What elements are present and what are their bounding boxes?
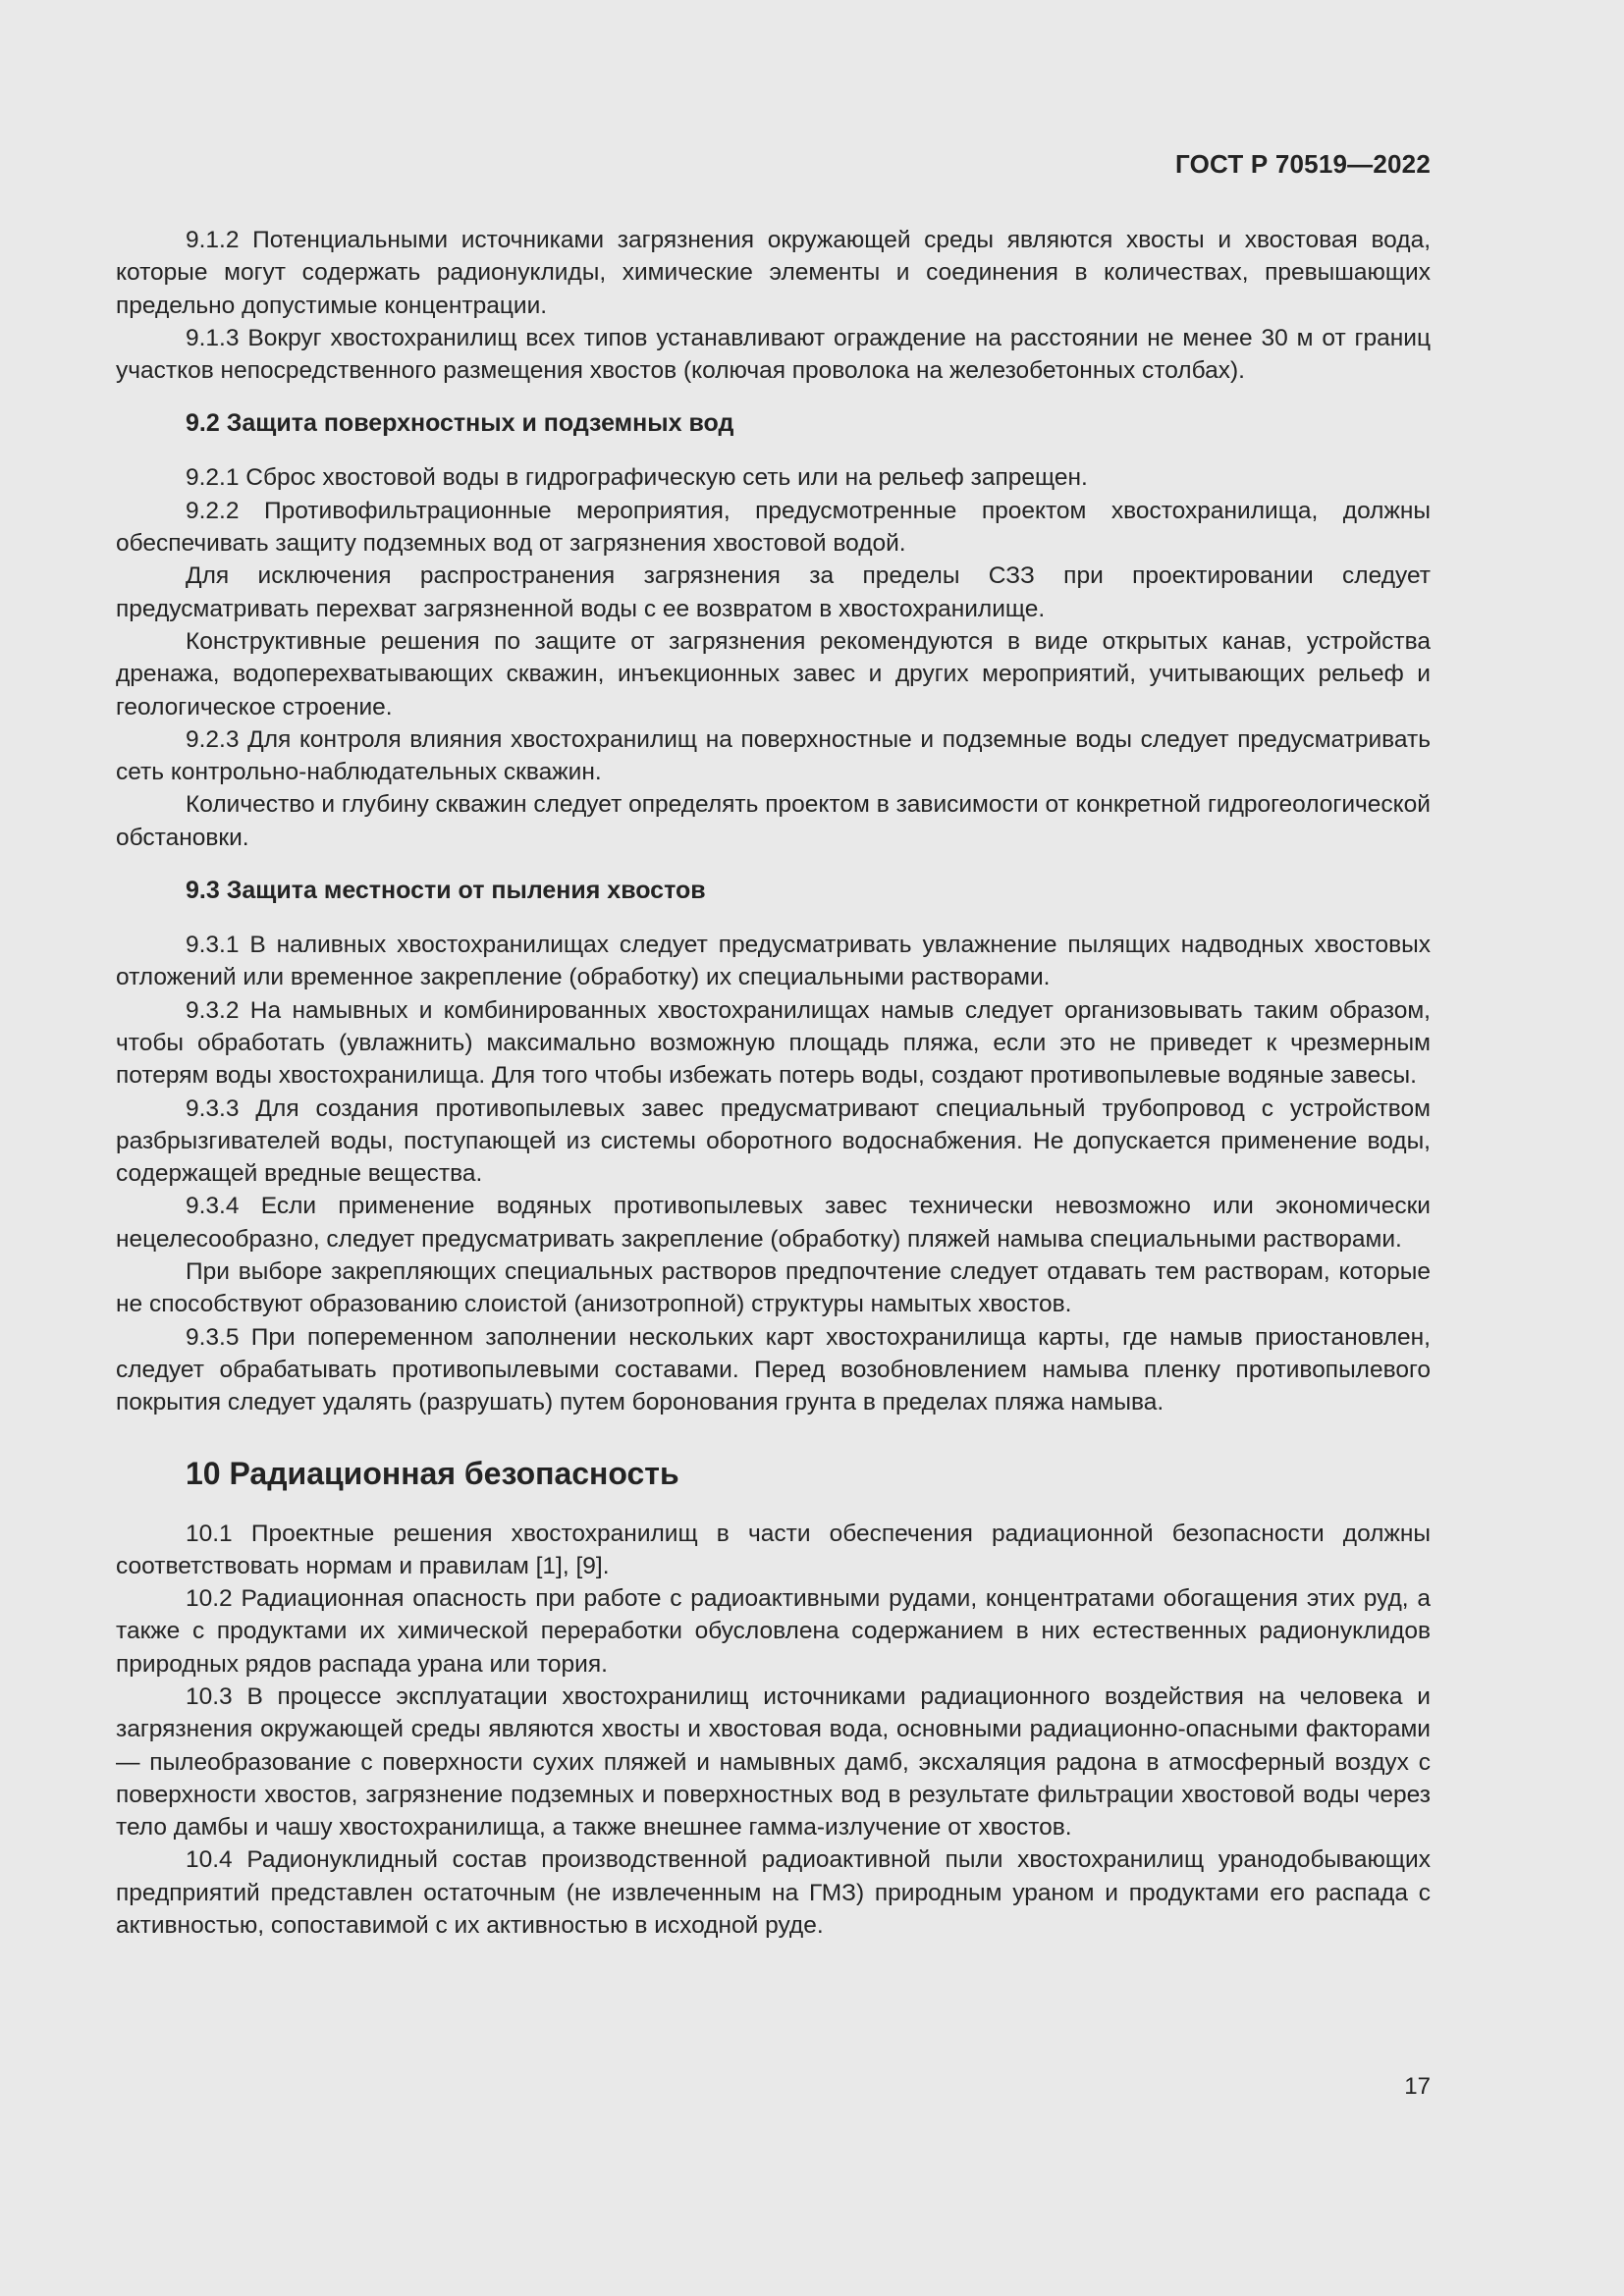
section-10-title: 10 Радиационная безопасность (186, 1455, 679, 1491)
page-number: 17 (1404, 2073, 1431, 2100)
paragraph-10-4: 10.4 Радионуклидный состав производственной радиоактивной пыли хвостохранилищ уранодобывающих предприятий представлен остаточным (не извлеченным на ГМЗ) природным ураном и продуктами его распада с активностью, сопоставимой с их активностью в исходной руде. (116, 1846, 1431, 1940)
paragraph-9-1-2: 9.1.2 Потенциальными источниками загрязнения окружающей среды являются хвосты и хвостовая вода, которые могут содержать радионуклиды, химические элементы и соединения в количествах, превышающих предельно допустимые концентрации. (116, 227, 1431, 319)
paragraph-10-1: 10.1 Проектные решения хвостохранилищ в части обеспечения радиационной безопасности должны соответствовать нормам и правилам [1], [9]. (116, 1520, 1431, 1579)
heading-9-3: 9.3 Защита местности от пыления хвостов (186, 877, 706, 905)
paragraph-9-2-2-c: Конструктивные решения по защите от загрязнения рекомендуются в виде открытых канав, устройства дренажа, водоперехватывающих скважин, инъекционных завес и других мероприятий, учитывающих рельеф и геологическое строение. (116, 627, 1431, 721)
paragraph-9-2-2-b: Для исключения распространения загрязнения за пределы СЗЗ при проектировании следует предусматривать перехват загрязненной воды с ее возвратом в хвостохранилище. (116, 562, 1431, 622)
document-code: ГОСТ Р 70519—2022 (1175, 149, 1431, 179)
paragraph-9-3-4-b: При выборе закрепляющих специальных растворов предпочтение следует отдавать тем растворам, которые не способствуют образованию слоистой (анизотропной) структуры намытых хвостов. (116, 1258, 1431, 1318)
paragraph-9-3-5: 9.3.5 При попеременном заполнении нескольких карт хвостохранилища карты, где намыв приостановлен, следует обрабатывать противопылевыми составами. Перед возобновлением намыва пленку противопылевого покрытия следует удалять (разрушать) путем боронования грунта в пределах пляжа намыва. (116, 1323, 1431, 1416)
heading-9-2: 9.2 Защита поверхностных и подземных вод (186, 409, 734, 438)
paragraph-9-3-1: 9.3.1 В наливных хвостохранилищах следует предусматривать увлажнение пылящих надводных хвостовых отложений или временное закрепление (обработку) их специальными растворами. (116, 932, 1431, 991)
page-content (116, 224, 1431, 1942)
paragraph-9-3-3: 9.3.3 Для создания противопылевых завес предусматривают специальный трубопровод с устройством разбрызгивателей воды, поступающей из системы оборотного водоснабжения. Не допускается применение воды, содержащей вредные вещества. (116, 1095, 1431, 1188)
paragraph-9-2-3-b: Количество и глубину скважин следует определять проектом в зависимости от конкретной гидрогеологической обстановки. (116, 791, 1431, 851)
paragraph-9-2-3: 9.2.3 Для контроля влияния хвостохранилищ на поверхностные и подземные воды следует предусматривать сеть контрольно-наблюдательных скважин. (116, 725, 1431, 786)
paragraph-10-2: 10.2 Радиационная опасность при работе с радиоактивными рудами, концентратами обогащения этих руд, а также с продуктами их химической переработки обусловлена содержанием в них естественных радионуклидов природных рядов распада урана или тория. (116, 1585, 1431, 1678)
paragraph-10-3: 10.3 В процессе эксплуатации хвостохранилищ источниками радиационного воздействия на человека и загрязнения окружающей среды являются хвосты и хвостовая вода, основными радиационно-опасными факторами — пылеобразование с поверхности сухих пляжей и намывных дамб, эксхаляция радона в атмосферный воздух с поверхности хвостов, загрязнение подземных и поверхностных вод в результате фильтрации хвостовой воды через тело дамбы и чашу хвостохранилища, а также внешнее гамма-излучение от хвостов. (116, 1682, 1431, 1842)
paragraph-9-2-1: 9.2.1 Сброс хвостовой воды в гидрографическую сеть или на рельеф запрещен. (186, 464, 1088, 492)
paragraph-9-2-2: 9.2.2 Противофильтрационные мероприятия, предусмотренные проектом хвостохранилища, должны обеспечивать защиту подземных вод от загрязнения хвостовой водой. (116, 497, 1431, 558)
paragraph-9-3-4: 9.3.4 Если применение водяных противопылевых завес технически невозможно или экономически нецелесообразно, следует предусматривать закрепление (обработку) пляжей намыва специальными растворами. (116, 1193, 1431, 1253)
paragraph-9-1-3: 9.1.3 Вокруг хвостохранилищ всех типов устанавливают ограждение на расстоянии не менее 30 м от границ участков непосредственного размещения хвостов (колючая проволока на железобетонных столбах). (116, 324, 1431, 385)
paragraph-9-3-2: 9.3.2 На намывных и комбинированных хвостохранилищах намыв следует организовывать таким образом, чтобы обработать (увлажнить) максимально возможную площадь пляжа, если это не приведет к чрезмерным потерям воды хвостохранилища. Для того чтобы избежать потерь воды, создают противопылевые водяные завесы. (116, 996, 1431, 1090)
